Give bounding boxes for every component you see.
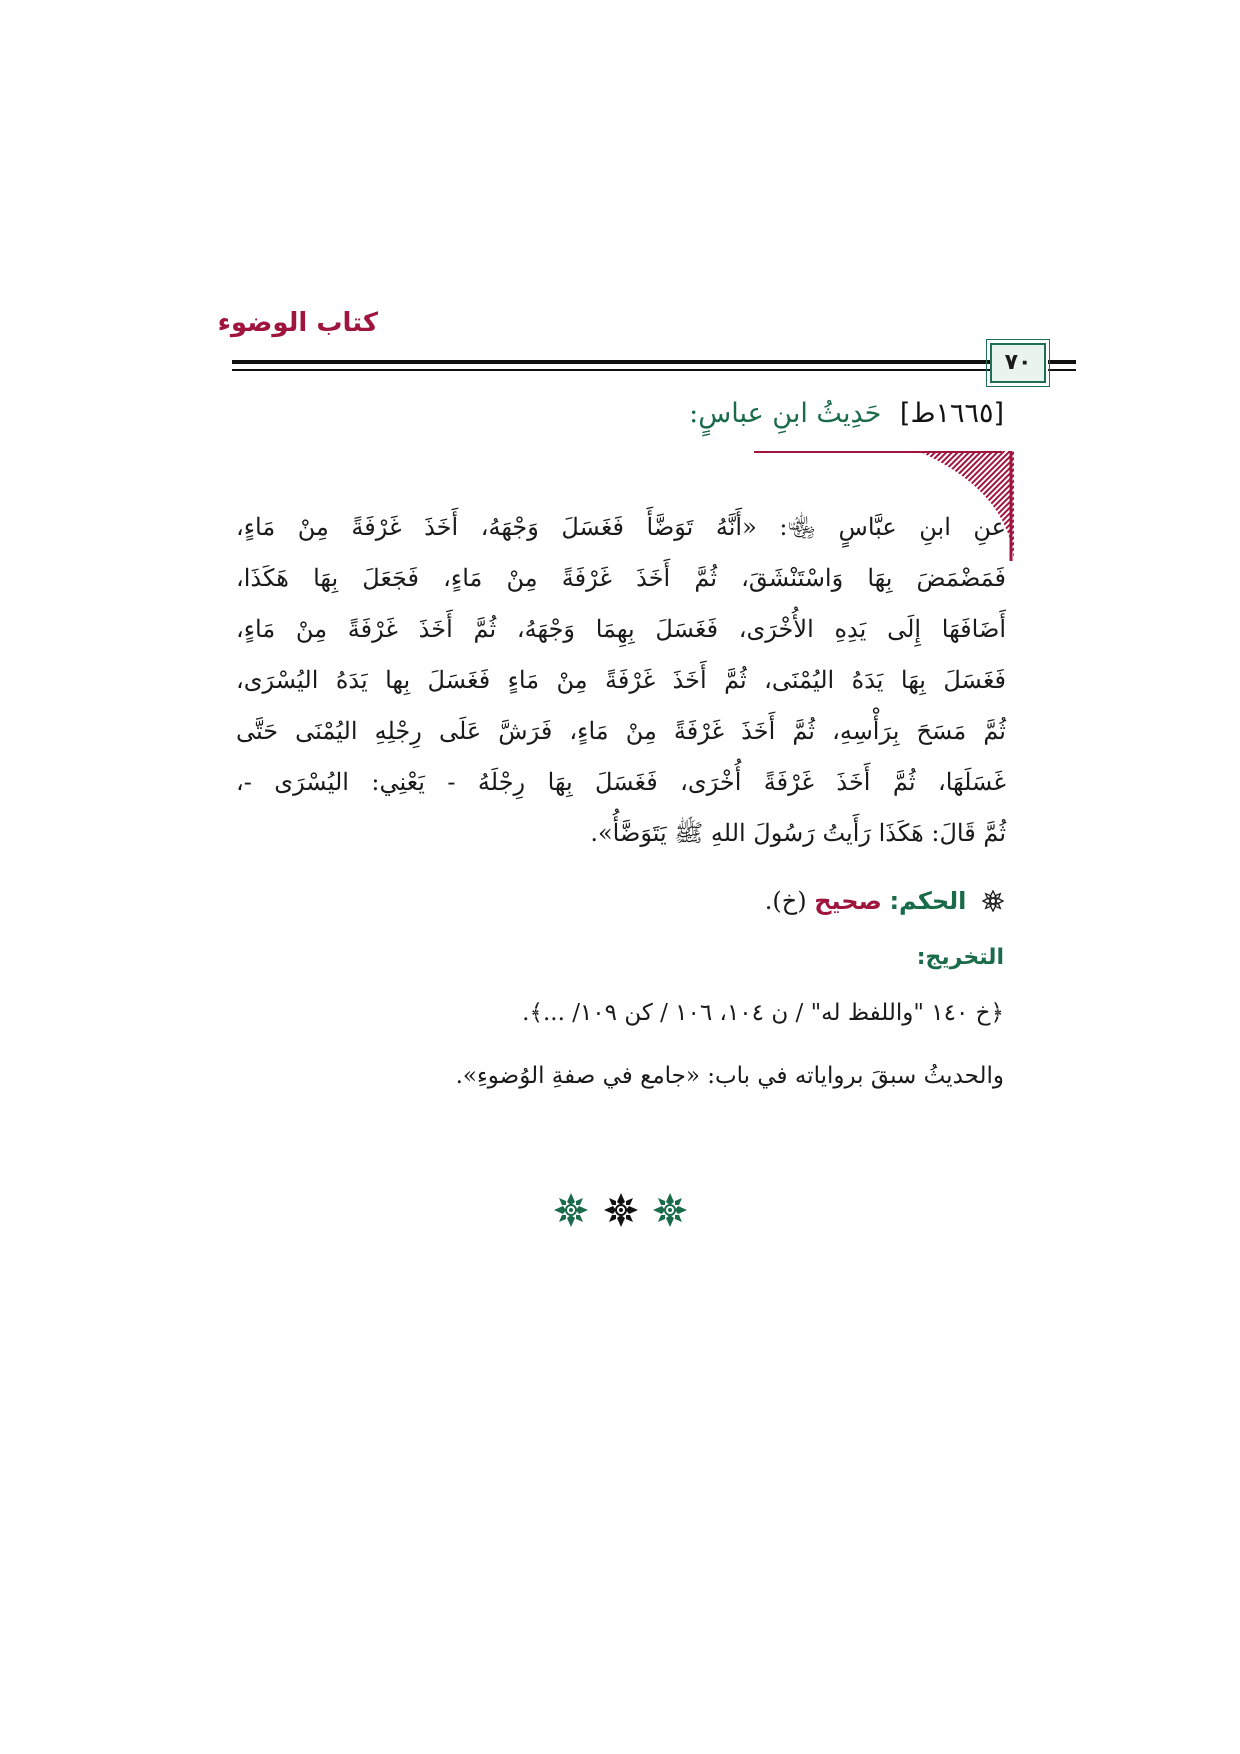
- ruling-value: صحيح: [814, 887, 882, 915]
- ruling-source: (خ).: [764, 887, 807, 915]
- ruling: [765, 887, 1004, 915]
- hadith-line: ثُمَّ مَسَحَ بِرَأْسِهِ، ثُمَّ أَخَذَ غَرْفَةً مِنْ مَاءٍ، فَرَشَّ عَلَى رِجْلِهِ اليُمْنَى حَتَّى: [236, 717, 1006, 745]
- flower-ornament-icon: [603, 1192, 639, 1228]
- hadith-line: غَسَلَهَا، ثُمَّ أَخَذَ غَرْفَةً أُخْرَى، فَغَسَلَ بِهَا رِجْلَهُ - يَعْنِي: اليُسْرَى -،: [236, 768, 1006, 796]
- page-number-badge: [990, 343, 1046, 383]
- hadith-line: ثُمَّ قَالَ: هَكَذَا رَأَيتُ رَسُولَ اللهِ ﷺ يَتَوَضَّأُ».: [590, 819, 1006, 847]
- hadith-text: [236, 502, 1006, 859]
- chapter-title: كتاب الوضوء: [217, 308, 378, 338]
- hadith-title: حَدِيثُ ابنِ عباسٍ:: [689, 398, 882, 429]
- ruling-label: الحكم:: [889, 887, 967, 915]
- hadith-line: فَغَسَلَ بِهَا يَدَهُ اليُمْنَى، ثُمَّ أَخَذَ غَرْفَةً مِنْ مَاءٍ فَغَسَلَ بِها يَدَهُ اليُسْرَى،: [236, 666, 1006, 694]
- hadith-number: [١٦٦٥ط]: [899, 398, 1004, 429]
- hadith-line: فَمَضْمَضَ بِهَا وَاسْتَنْشَقَ، ثُمَّ أَخَذَ غَرْفَةً مِنْ مَاءٍ، فَجَعَلَ بِهَا هَكَذَا،: [236, 564, 1006, 592]
- page-number: ٧٠: [1004, 350, 1032, 375]
- hadith-line: أَضَافَهَا إِلَى يَدِهِ الأُخْرَى، فَغَسَلَ بِهِمَا وَجْهَهُ، ثُمَّ أَخَذَ غَرْفَةً مِنْ مَاءٍ،: [236, 615, 1006, 643]
- header-rule: [1048, 369, 1076, 371]
- end-ornaments: [553, 1192, 688, 1228]
- flower-ornament-icon: [652, 1192, 688, 1228]
- hadith-line: عنِ ابنِ عبَّاسٍ ﵄: «أَنَّهُ تَوَضَّأَ فَغَسَلَ وَجْهَهُ، أَخَذَ غَرْفَةً مِنْ مَاءٍ،: [236, 513, 1006, 541]
- flower-icon: [982, 890, 1004, 912]
- flower-ornament-icon: [553, 1192, 589, 1228]
- hadith-heading: [689, 398, 1004, 429]
- note-text: والحديثُ سبقَ برواياته في باب: «جامع في صفةِ الوُضوءِ».: [455, 1063, 1004, 1089]
- header-rule: [1048, 360, 1076, 364]
- takhrij-text: ﴿خ ١٤٠ "واللفظ له" / ن ١٠٤، ١٠٦ / كن ١٠٩/ ...﴾.: [522, 1000, 1004, 1026]
- takhrij-label: التخريج:: [916, 945, 1004, 970]
- header-rule: [232, 369, 1010, 371]
- header-rule: [232, 360, 1010, 364]
